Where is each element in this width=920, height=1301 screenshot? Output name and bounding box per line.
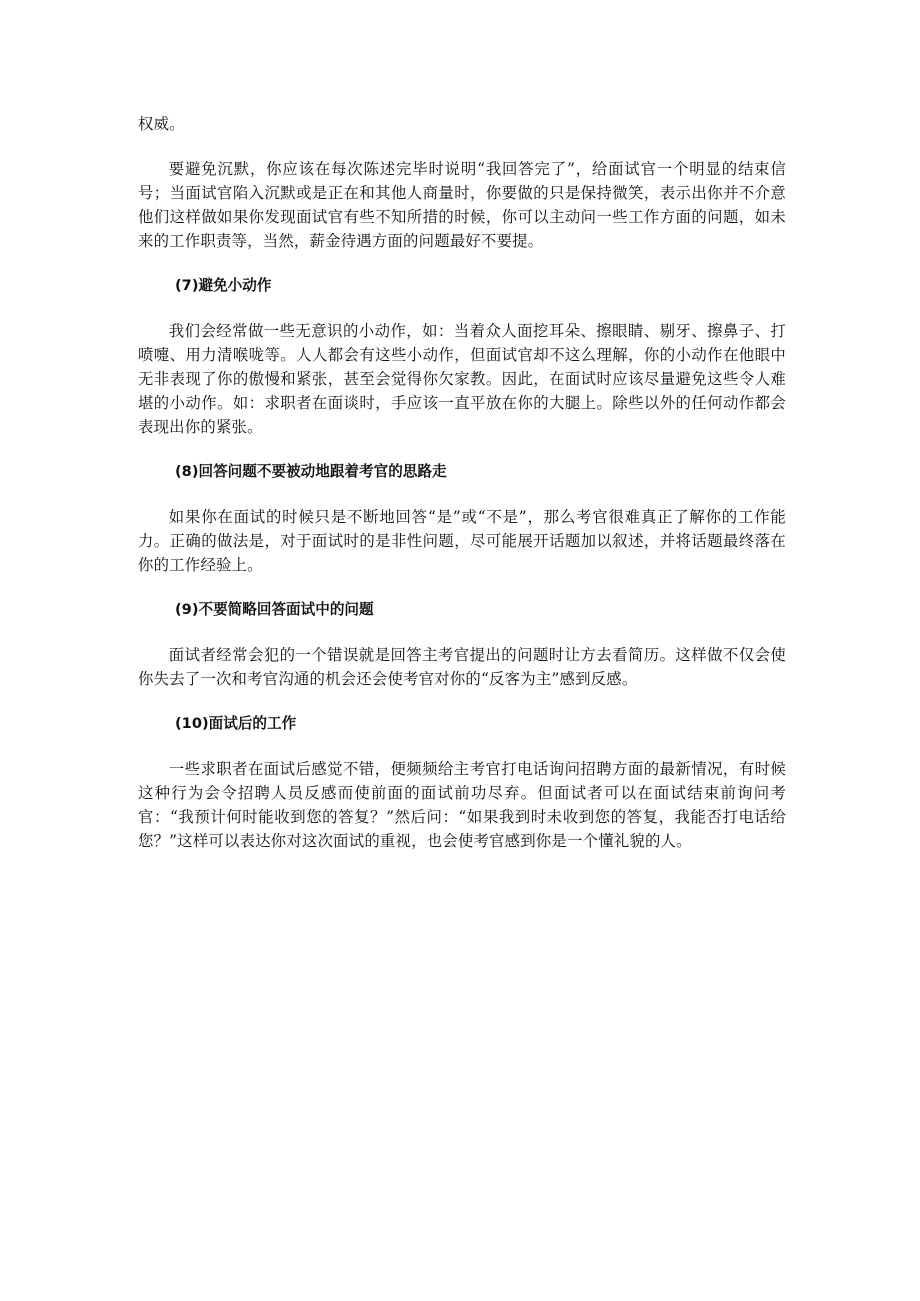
section-heading-9: (9)不要简略回答面试中的问题 [175,601,374,618]
paragraph-after-interview: 一些求职者在面试后感觉不错，便频频给主考官打电话询问招聘方面的最新情况，有时候这种行为会令招聘人员反感而使前面的面试前功尽弃。但面试者可以在面试结束前询问考官：“我预计何时能收到您的答复？”然后问：“如果我到时未收到您的答复，我能否打电话给您？”这样可以表达你对这次面试的重视，也会使考官感到你是一个懂礼貌的人。 [138,760,786,850]
section-heading-7: (7)避免小动作 [175,277,272,294]
paragraph-small-gestures: 我们会经常做一些无意识的小动作，如：当着众人面挖耳朵、擦眼睛、剔牙、擦鼻子、打喷嚏、用力清喉咙等。人人都会有这些小动作，但面试官却不这么理解，你的小动作在他眼中无非表现了你的傲慢和紧张，甚至会觉得你欠家教。因此，在面试时应该尽量避免这些令人难堪的小动作。如：求职者在面谈时，手应该一直平放在你的大腿上。除些以外的任何动作都会表现出你的紧张。 [138,322,786,436]
paragraph-avoid-silence: 要避免沉默，你应该在每次陈述完毕时说明“我回答完了”，给面试官一个明显的结束信号；当面试官陷入沉默或是正在和其他人商量时，你要做的只是保持微笑，表示出你并不介意他们这样做如果你发现面试官有些不知所措的时候，你可以主动问一些工作方面的问题，如未来的工作职责等，当然，薪金待遇方面的问题最好不要提。 [138,160,786,250]
document-body [138,112,786,853]
section-heading-8: (8)回答问题不要被动地跟着考官的思路走 [175,463,447,480]
section-heading-10: (10)面试后的工作 [175,715,297,732]
paragraph-continuation: 权威。 [138,115,185,133]
paragraph-no-brief-answers: 面试者经常会犯的一个错误就是回答主考官提出的问题时让方去看简历。这样做不仅会使你失去了一次和考官沟通的机会还会使考官对你的“反客为主”感到反感。 [138,646,786,688]
paragraph-answer-actively: 如果你在面试的时候只是不断地回答“是”或“不是”，那么考官很难真正了解你的工作能力。正确的做法是，对于面试时的是非性问题，尽可能展开话题加以叙述，并将话题最终落在你的工作经验上。 [138,508,786,574]
